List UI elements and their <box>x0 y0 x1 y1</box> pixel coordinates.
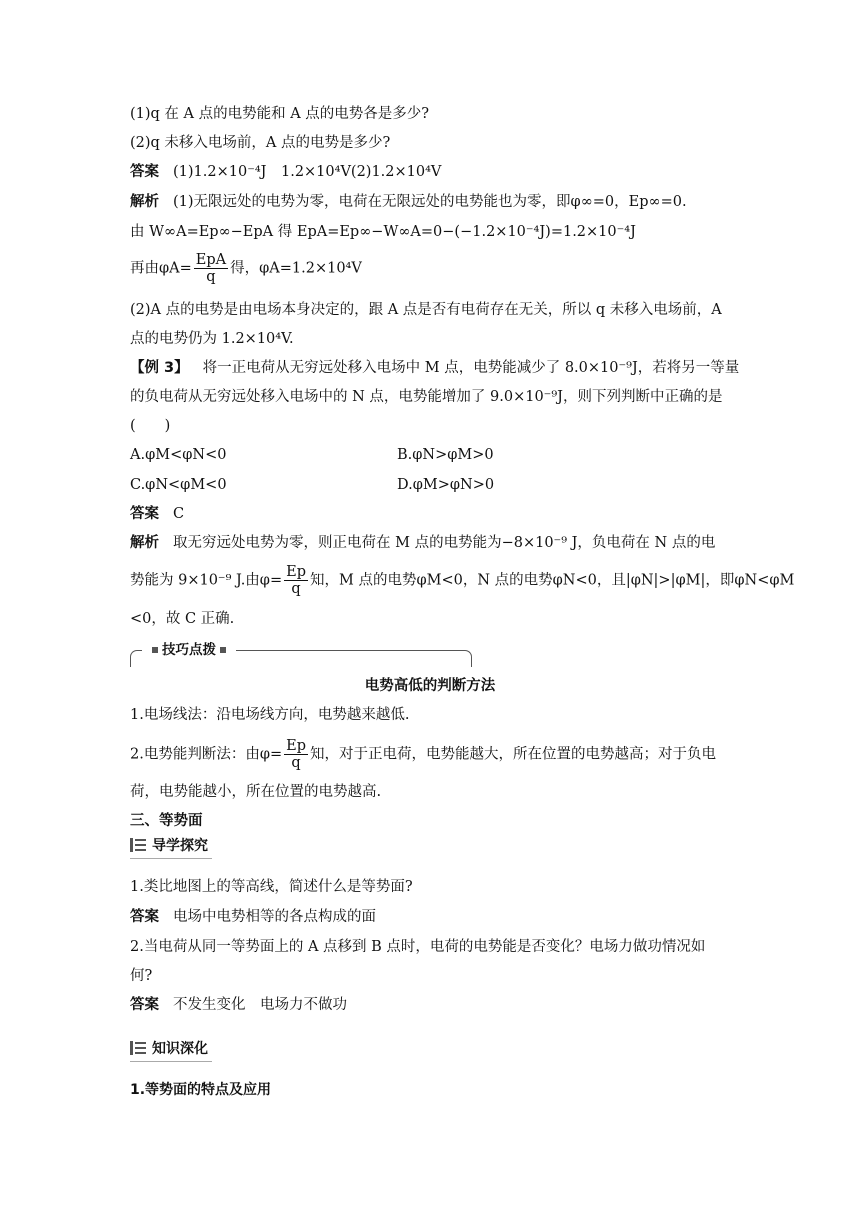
guide-section-header <box>130 836 212 859</box>
guide-question-2-line-1: 2.当电荷从同一等势面上的 A 点移到 B 点时，电荷的电势能是否变化？电场力做功情况如 <box>130 939 706 955</box>
knowledge-item-1: 1.等势面的特点及应用 <box>130 1082 272 1098</box>
method-1: 1.电场线法：沿电场线方向，电势越来越低. <box>130 707 410 723</box>
analysis-2-line-2-post: 知，M 点的电势φM<0，N 点的电势φN<0，且|φN|>|φM|，即φN<φM <box>309 572 795 589</box>
answer-1 <box>130 162 441 182</box>
example-3-label: 【例 3】 <box>130 360 189 376</box>
fraction <box>194 252 228 285</box>
section-3-title: 三、等势面 <box>130 813 203 829</box>
analysis-1-line-5: 点的电势仍为 1.2×10⁴V. <box>130 331 294 347</box>
question-1: (1)q 在 A 点的电势能和 A 点的电势各是多少? <box>130 106 430 122</box>
guide-question-2-line-2: 何? <box>130 968 153 984</box>
method-2-post: 知，对于正电荷，电势能越大，所在位置的电势越高；对于负电 <box>310 746 717 763</box>
answer-label: 答案 <box>130 164 159 180</box>
knowledge-section-header <box>130 1039 212 1062</box>
method-2-line-2: 荷，电势能越小，所在位置的电势越高. <box>130 784 382 800</box>
guide-label: 导学探究 <box>152 838 208 854</box>
fraction-denominator: q <box>206 269 216 285</box>
analysis-1-line-1 <box>130 192 687 212</box>
analysis-1-line-3 <box>130 252 362 285</box>
square-icon <box>220 647 226 653</box>
example-3-text-1: 将一正电荷从无穷远处移入电场中 M 点，电势能减少了 8.0×10⁻⁹J，若将另一等量 <box>202 360 740 376</box>
guide-answer-2-text: 不发生变化 电场力不做功 <box>173 997 347 1013</box>
answer-1-text: (1)1.2×10⁻⁴J 1.2×10⁴V(2)1.2×10⁴V <box>173 164 442 180</box>
knowledge-label: 知识深化 <box>152 1041 208 1057</box>
option-a: A.φM<φN<0 <box>130 447 227 463</box>
hint-label-text: 技巧点拨 <box>162 642 216 658</box>
fraction <box>284 738 308 771</box>
analysis-1-line-3-pre: 再由φA= <box>130 260 192 277</box>
example-3-line-2: 的负电荷从无穷远处移入电场中的 N 点，电势能增加了 9.0×10⁻⁹J，则下列判断中正确的是 <box>130 389 723 405</box>
analysis-2-line-3: <0，故 C 正确. <box>130 611 235 627</box>
analysis-1-text-1: (1)无限远处的电势为零，电荷在无限远处的电势能也为零，即φ∞=0，Ep∞=0. <box>173 194 687 210</box>
option-b: B.φN>φM>0 <box>397 447 494 463</box>
analysis-label: 解析 <box>130 535 159 551</box>
analysis-1-line-3-post: 得，φA=1.2×10⁴V <box>230 260 362 277</box>
analysis-2-line-2 <box>130 564 794 597</box>
question-2: (2)q 未移入电场前，A 点的电势是多少? <box>130 135 391 151</box>
method-2-pre: 2.电势能判断法：由φ= <box>130 746 283 763</box>
hint-box-label <box>142 640 236 660</box>
analysis-label: 解析 <box>130 194 159 210</box>
method-2-line-1 <box>130 738 716 771</box>
fraction-denominator: q <box>291 581 301 597</box>
answer-2 <box>130 504 184 524</box>
guide-question-1: 1.类比地图上的等高线，简述什么是等势面? <box>130 879 413 895</box>
analysis-1-line-4: (2)A 点的电势是由电场本身决定的，跟 A 点是否有电荷存在无关，所以 q 未移入电场前，A <box>130 302 722 318</box>
analysis-2-text-1: 取无穷远处电势为零，则正电荷在 M 点的电势能为−8×10⁻⁹ J，负电荷在 N 点的电 <box>173 535 716 551</box>
method-title: 电势高低的判断方法 <box>364 678 496 694</box>
answer-2-text: C <box>173 506 185 522</box>
fraction-denominator: q <box>291 755 301 771</box>
guide-answer-2 <box>130 995 347 1015</box>
square-icon <box>152 647 158 653</box>
fraction-numerator: Ep <box>286 564 306 580</box>
analysis-2-line-1 <box>130 533 715 553</box>
example-3-line-1 <box>130 358 739 378</box>
answer-label: 答案 <box>130 997 159 1013</box>
guide-answer-1 <box>130 907 376 927</box>
example-3-line-3: ( ) <box>130 418 171 434</box>
guide-answer-1-text: 电场中电势相等的各点构成的面 <box>173 909 376 925</box>
fraction-numerator: Ep <box>286 738 307 754</box>
fraction <box>284 564 308 597</box>
option-d: D.φM>φN>0 <box>397 477 495 493</box>
analysis-1-line-2: 由 W∞A=Ep∞−EpA 得 EpA=Ep∞−W∞A=0−(−1.2×10⁻⁴J)=1.2×10⁻⁴J <box>130 224 636 240</box>
list-icon <box>130 1041 146 1055</box>
fraction-numerator: EpA <box>195 252 227 268</box>
answer-label: 答案 <box>130 506 159 522</box>
option-c: C.φN<φM<0 <box>130 477 227 493</box>
analysis-2-line-2-pre: 势能为 9×10⁻⁹ J.由φ= <box>130 572 283 589</box>
answer-label: 答案 <box>130 909 159 925</box>
list-icon <box>130 838 146 852</box>
